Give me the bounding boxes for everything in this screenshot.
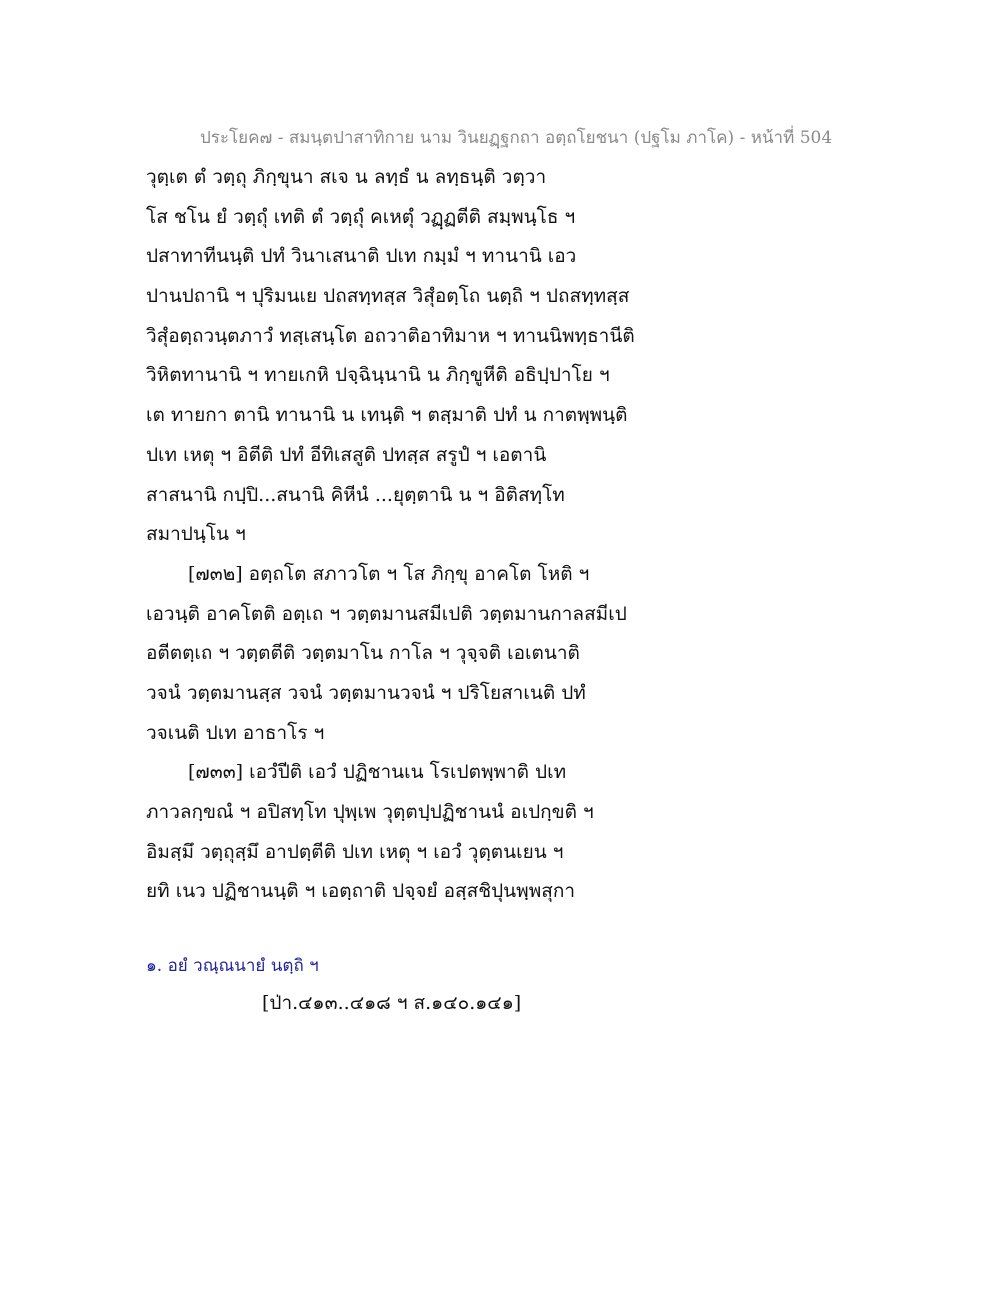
text-line: เต ทายกา ตานิ ทานานิ น เทนฺติ ฯ ตสฺมาติ ปทํ น กาตพฺพนฺติ [146, 404, 628, 427]
text-line: อตีตตฺเถ ฯ วตฺตตีติ วตฺตมาโน กาโล ฯ วุจฺจติ เอเตนาติ [146, 642, 580, 665]
main-text [146, 158, 706, 912]
text-line: [๗๓๓] เอวํปีติ เอวํ ปฏิชานเน โรเปตพฺพาติ ปเท [188, 761, 567, 784]
text-line: วุตฺเต ตํ วตฺถุ ภิกฺขุนา สเจ น ลทฺธํ น ลทฺธนฺติ วตฺวา [146, 166, 547, 188]
footnote: ๑. อยํ วณฺณนายํ นตฺถิ ฯ [146, 956, 319, 976]
text-line: สาสนานิ กปฺปิ...สนานิ คิหีนํ ...ยุตฺตานิ น ฯ อิติสทฺโท [146, 483, 565, 506]
text-line: วจเนติ ปเท อาธาโร ฯ [146, 721, 325, 744]
text-line: ปสาทาทีนนฺติ ปทํ วินาเสนาติ ปเท กมฺมํ ฯ ทานานิ เอว [146, 245, 577, 268]
page-reference: [ป่า.๔๑๓..๔๑๘ ฯ ส.๑๔๐.๑๔๑] [262, 992, 522, 1014]
text-line: เอวนฺติ อาคโตติ อตฺเถ ฯ วตฺตมานสมีเปติ วตฺตมานกาลสมีเป [146, 602, 627, 625]
text-line: โส ชโน ยํ วตฺถุํ เทติ ตํ วตฺถุํ คเหตุํ วฏฺฏตีติ สมฺพนฺโธ ฯ [146, 205, 576, 228]
text-line: วจนํ วตฺตมานสฺส วจนํ วตฺตมานวจนํ ฯ ปริโยสาเนติ ปทํ [146, 681, 586, 704]
text-line: ภาวลกฺขณํ ฯ อปิสทฺโท ปุพฺเพ วุตฺตปฺปฏิชานนํ อเปกฺขติ ฯ [146, 801, 594, 823]
text-line: ยทิ เนว ปฏิชานนฺติ ฯ เอตฺถาติ ปจฺจยํ อสฺสชิปุนพฺพสุกา [146, 880, 575, 903]
text-line: วิหิตทานานิ ฯ ทายเกหิ ปจฺฉินฺนานิ น ภิกฺขูหีติ อธิปฺปาโย ฯ [146, 364, 610, 387]
text-line: สมาปนฺโน ฯ [146, 523, 246, 546]
page-header: ประโยค๗ - สมนฺตปาสาทิกาย นาม วินยฏฺฐกถา อตฺถโยชนา (ปฐโม ภาโค) - หน้าที่ 504 [200, 128, 833, 148]
text-line: ปานปถานิ ฯ ปุริมนเย ปถสทฺทสฺส วิสุํอตฺโถ นตฺถิ ฯ ปถสทฺทสฺส [146, 285, 630, 308]
text-line: [๗๓๒] อตฺถโต สภาวโต ฯ โส ภิกฺขุ อาคโต โหติ ฯ [188, 562, 590, 585]
text-line: ปเท เหตุ ฯ อิตีติ ปทํ อีทิเสสูติ ปทสฺส สรูปํ ฯ เอตานิ [146, 443, 547, 466]
text-line: วิสุํอตฺถวนฺตภาวํ ทสฺเสนฺโต อถวาติอาทิมาห ฯ ทานนิพทฺธานีติ [146, 324, 635, 347]
text-line: อิมสฺมึ วตฺถุสฺมึ อาปตฺตีติ ปเท เหตุ ฯ เอวํ วุตฺตนเยน ฯ [146, 840, 564, 863]
